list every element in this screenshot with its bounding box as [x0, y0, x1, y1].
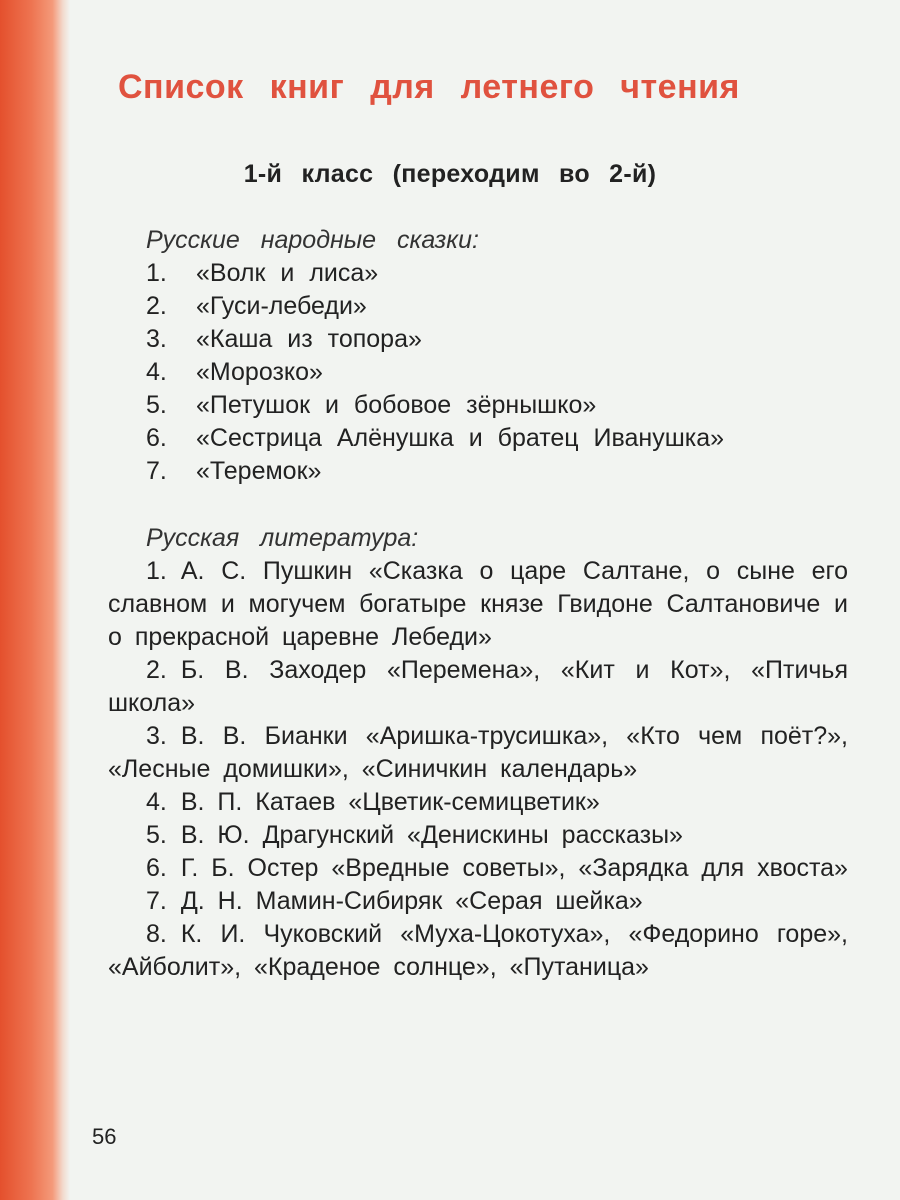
item-number: 6. [146, 854, 167, 882]
item-text: Г. Б. Остер «Вредные советы», «Зарядка для хвоста» [180, 854, 848, 882]
folk-tales-heading: Русские народные сказки: [146, 226, 479, 254]
folk-tales-section [108, 224, 848, 488]
item-number: 1. [146, 557, 167, 585]
item-number: 3. [146, 325, 167, 353]
item-number: 4. [146, 358, 167, 386]
list-item [108, 290, 848, 323]
item-number: 2. [146, 292, 167, 320]
literature-section [108, 522, 848, 984]
item-number: 5. [146, 391, 167, 419]
item-text: К. И. Чуковский «Муха-Цокотуха», «Федорино горе», «Айболит», «Краденое солнце», «Путаница» [108, 920, 848, 981]
item-text: Б. В. Заходер «Перемена», «Кит и Кот», «Птичья школа» [108, 656, 848, 717]
list-item [108, 555, 848, 654]
item-number: 1. [146, 259, 167, 287]
item-text: «Сестрица Алёнушка и братец Иванушка» [196, 424, 725, 452]
item-number: 7. [146, 457, 167, 485]
item-text: «Каша из топора» [196, 325, 422, 353]
item-number: 5. [146, 821, 167, 849]
list-item [108, 422, 848, 455]
item-number: 6. [146, 424, 167, 452]
list-item [108, 654, 848, 720]
page-title: Список книг для летнего чтения [118, 68, 740, 106]
item-text: В. Ю. Драгунский «Денискины рассказы» [180, 821, 683, 849]
item-number: 3. [146, 722, 167, 750]
grade-heading: 1-й класс (переходим во 2-й) [243, 160, 657, 188]
literature-heading: Русская литература: [146, 524, 419, 552]
item-number: 4. [146, 788, 167, 816]
item-text: «Морозко» [196, 358, 323, 386]
list-item [108, 389, 848, 422]
item-text: Д. Н. Мамин-Сибиряк «Серая шейка» [180, 887, 643, 915]
item-number: 2. [146, 656, 167, 684]
item-number: 7. [146, 887, 167, 915]
list-item [108, 819, 848, 852]
item-number: 8. [146, 920, 167, 948]
list-item [108, 885, 848, 918]
item-text: «Петушок и бобовое зёрнышко» [196, 391, 597, 419]
item-text: В. П. Катаев «Цветик-семицветик» [180, 788, 600, 816]
list-item [108, 720, 848, 786]
list-item [108, 455, 848, 488]
list-item [108, 323, 848, 356]
list-item [108, 786, 848, 819]
item-text: А. С. Пушкин «Сказка о царе Салтане, о сыне его славном и могучем богатыре князе Гвидоне Салтановиче и о прекрасной царевне Лебеди» [108, 557, 848, 651]
list-item [108, 356, 848, 389]
item-text: «Волк и лиса» [196, 259, 379, 287]
item-text: «Теремок» [196, 457, 322, 485]
item-text: «Гуси-лебеди» [196, 292, 367, 320]
list-item [108, 918, 848, 984]
item-text: В. В. Бианки «Аришка-трусишка», «Кто чем поёт?», «Лесные домишки», «Синичкин календарь» [108, 722, 848, 783]
list-item [108, 257, 848, 290]
page-number: 56 [92, 1124, 117, 1149]
list-item [108, 852, 848, 885]
